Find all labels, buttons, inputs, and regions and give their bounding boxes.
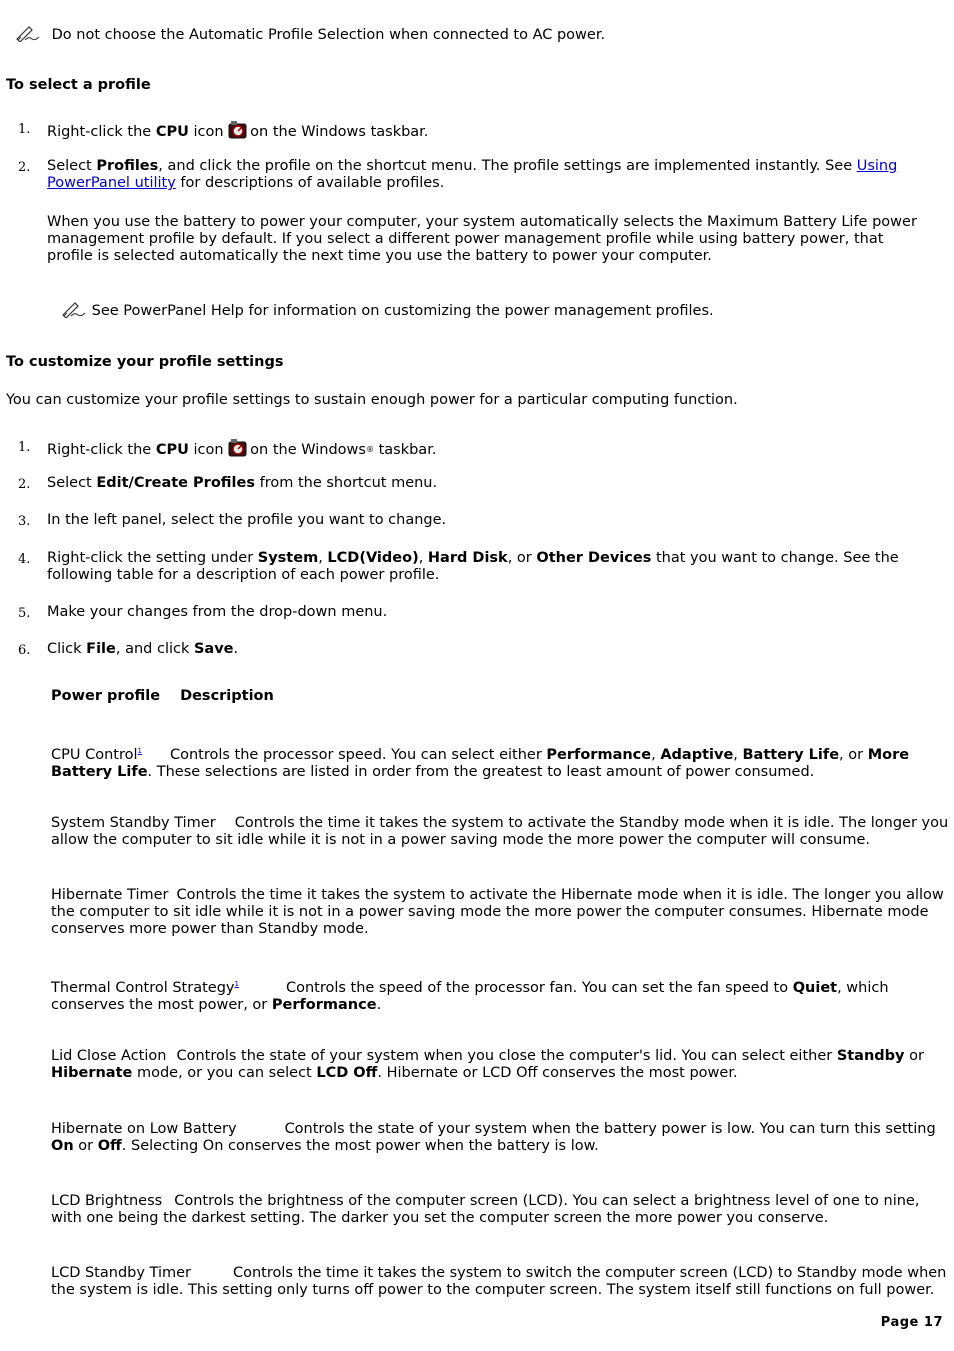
customize-step-1: Right-click the CPU icon on the Windows® taskbar. <box>47 438 927 459</box>
step-number: 2. <box>18 160 31 175</box>
step-number: 5. <box>18 606 31 621</box>
step-number: 2. <box>18 477 31 492</box>
table-row-hibernate-low-battery: Hibernate on Low Battery Controls the state of your system when the battery power is low. You can turn this setting On or Off. Selecting On conserves the most power when the battery is low. <box>51 1121 936 1154</box>
note-text: See PowerPanel Help for information on customizing the power management profiles. <box>91 303 714 319</box>
select-step-1: Right-click the CPU icon on the Windows taskbar. <box>47 120 927 141</box>
using-powerpanel-link[interactable]: Using PowerPanel utility <box>47 158 898 191</box>
note-text: Do not choose the Automatic Profile Selection when connected to AC power. <box>51 27 606 43</box>
customize-step-5: Make your changes from the drop-down menu. <box>47 604 388 620</box>
profile-name: System Standby Timer <box>51 815 216 831</box>
footnote-link[interactable]: 1 <box>137 747 142 755</box>
table-row-lcd-brightness <box>51 1193 951 1227</box>
customize-step-6: Click File, and click Save. <box>47 641 239 657</box>
step-number: 1. <box>18 122 31 137</box>
column-header-description: Description <box>180 688 274 704</box>
table-row-system-standby <box>51 815 951 849</box>
step-number: 3. <box>18 514 31 529</box>
select-step-2: Select Profiles, and click the profile on the shortcut menu. The profile settings are implemented instantly. See Using PowerPanel utility for descriptions of available profiles. <box>47 158 898 191</box>
profile-description: Controls the time it takes the system to switch the computer screen (LCD) to Standby mode when the system is idle. This setting only turns off power to the computer screen. The system itself still functions on full power. <box>51 1265 947 1298</box>
profile-name: Lid Close Action <box>51 1048 167 1064</box>
note-pencil-icon <box>61 300 87 318</box>
customize-heading: To customize your profile settings <box>6 354 284 370</box>
footnote-link[interactable]: 1 <box>234 980 239 988</box>
profile-name: LCD Brightness <box>51 1193 163 1209</box>
note-powerpanel-help <box>61 300 714 320</box>
profile-description: Controls the time it takes the system to activate the Hibernate mode when it is idle. The longer you allow the computer to sit idle while it is not in a power saving mode the more power the computer consumes. Hibernate mode conserves more power than Standby mode. <box>51 887 944 937</box>
cpu-icon <box>228 120 248 140</box>
note-pencil-icon <box>15 24 41 42</box>
column-header-power-profile: Power profile <box>51 688 161 704</box>
table-row-lcd-standby <box>51 1265 951 1299</box>
customize-intro: You can customize your profile settings to sustain enough power for a particular computing function. <box>6 392 738 408</box>
table-header <box>51 688 951 705</box>
select-profile-heading: To select a profile <box>6 77 151 93</box>
customize-step-3: In the left panel, select the profile you want to change. <box>47 512 447 528</box>
table-row-thermal-control: Thermal Control Strategy$^1$ Controls the speed of the processor fan. You can set the fan speed to Quiet, which conserves the most power, or Performance. <box>51 980 889 1013</box>
profile-name: CPU Control <box>51 747 138 763</box>
page-number: Page 17 <box>880 1315 943 1330</box>
step-number: 6. <box>18 643 31 658</box>
step-number: 1. <box>18 440 31 455</box>
table-row-cpu-control: CPU Control$^1$ Controls the processor speed. You can select either Performance, Adaptive, Battery Life, or More Battery Life. These selections are listed in order from the greatest to least amount of power consumed. <box>51 747 910 780</box>
table-row-hibernate-timer <box>51 887 951 938</box>
customize-step-2: Select Edit/Create Profiles from the shortcut menu. <box>47 475 438 491</box>
profile-name: LCD Standby Timer <box>51 1265 191 1281</box>
battery-profile-paragraph: When you use the battery to power your computer, your system automatically selects the Maximum Battery Life power management profile by default. If you select a different power management profile while using battery power, that profile is selected automatically the next time you use the battery to power your computer. <box>47 214 917 264</box>
profile-description: Controls the time it takes the system to activate the Standby mode when it is idle. The longer you allow the computer to sit idle while it is not in a power saving mode the more power the computer will consume. <box>51 815 949 848</box>
profile-name: Hibernate Timer <box>51 887 169 903</box>
profile-name: Thermal Control Strategy <box>51 980 235 996</box>
profile-name: Hibernate on Low Battery <box>51 1121 237 1137</box>
cpu-icon <box>228 438 248 458</box>
profile-description: Controls the brightness of the computer screen (LCD). You can select a brightness level of one to nine, with one being the darkest setting. The darker you set the computer screen the more power you conserve. <box>51 1193 920 1226</box>
step-number: 4. <box>18 552 31 567</box>
note-automatic-profile <box>15 24 605 44</box>
table-row-lid-close: Lid Close Action Controls the state of your system when you close the computer's lid. You can select either Standby or Hibernate mode, or you can select LCD Off. Hibernate or LCD Off conserves the most power. <box>51 1048 924 1081</box>
customize-step-4: Right-click the setting under System, LCD(Video), Hard Disk, or Other Devices that you want to change. See the following table for a description of each power profile. <box>47 550 899 583</box>
